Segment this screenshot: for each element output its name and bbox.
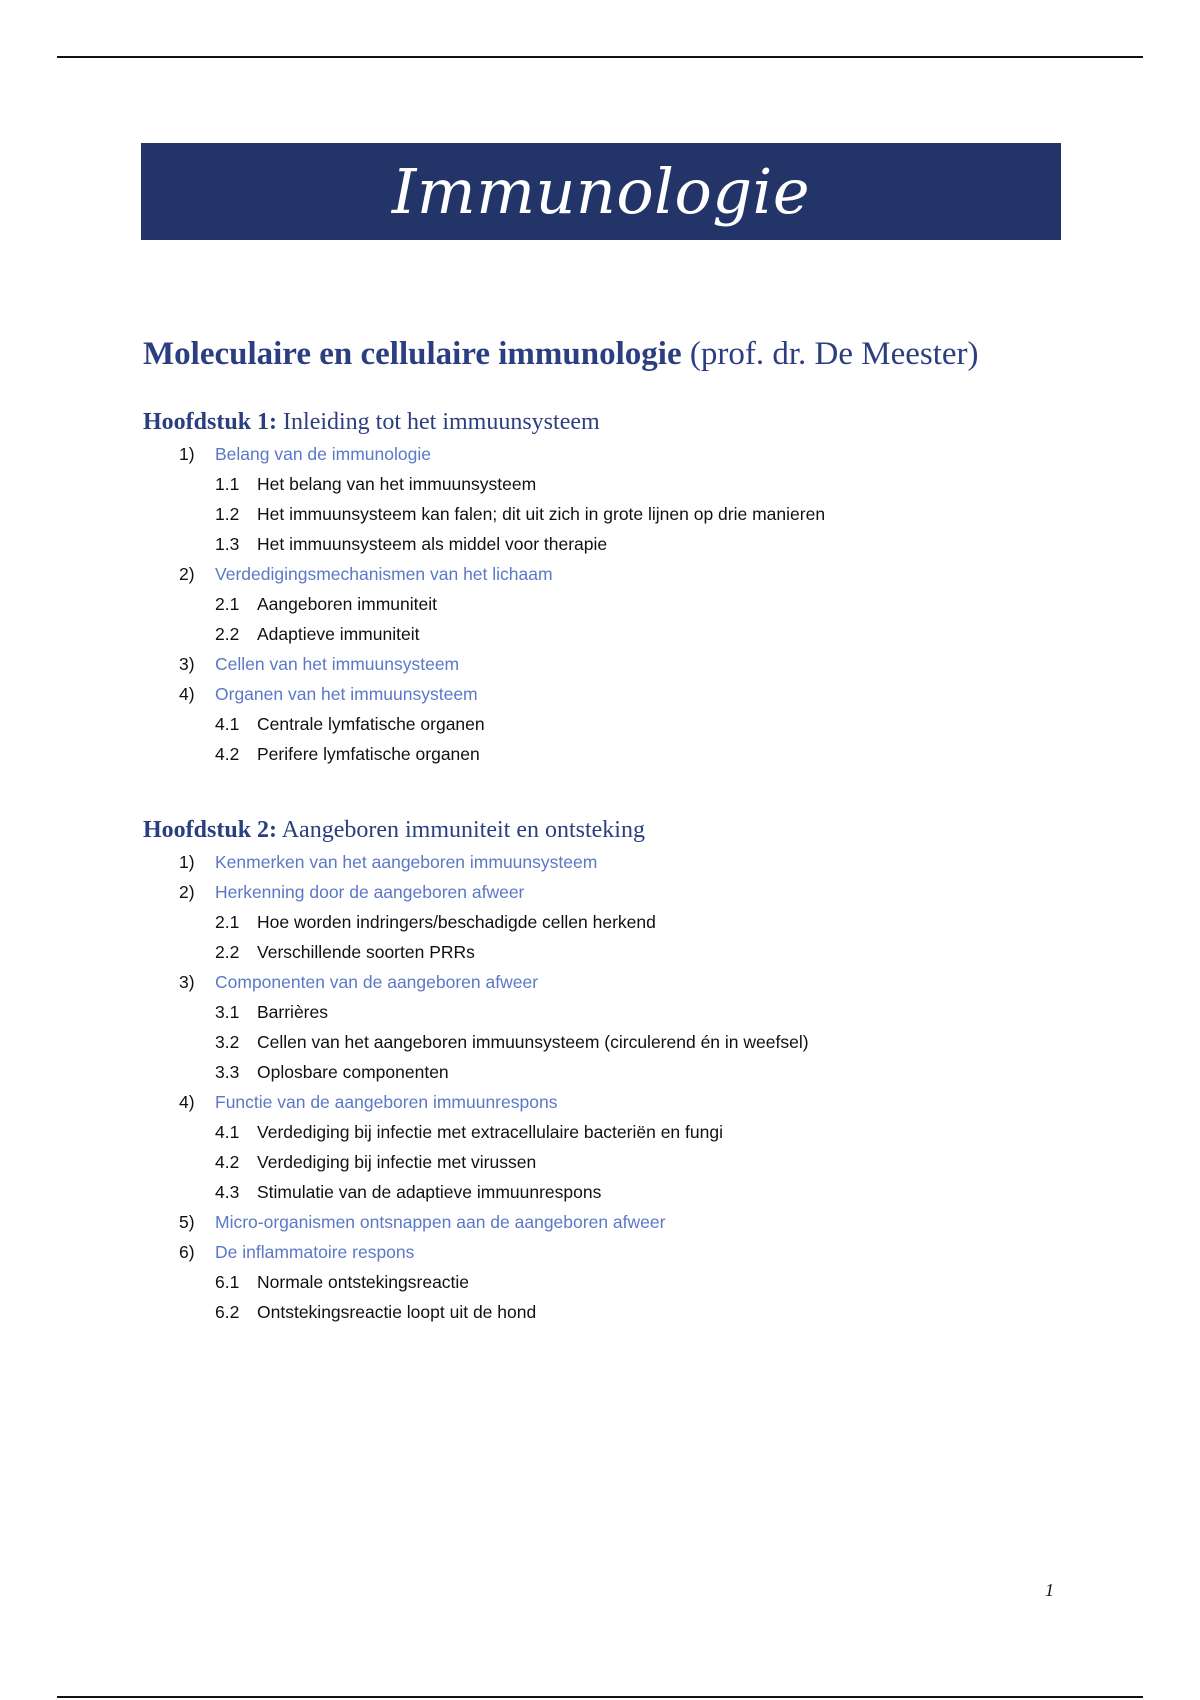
chapter-label: Hoofdstuk 2: [143,817,278,843]
subsection-number: 4.3 [215,1182,240,1202]
course-lecturer: (prof. dr. De Meester) [689,336,979,372]
chapter-title: Inleiding tot het immuunsysteem [283,409,600,435]
subsection-label: Het immuunsysteem als middel voor therapie [257,534,608,554]
section-number: 3) [179,654,195,674]
subsection-number: 4.1 [215,714,240,734]
subsection-label: Centrale lymfatische organen [257,714,485,734]
subsection-label: Verdediging bij infectie met virussen [257,1152,537,1172]
subsection-number: 6.1 [215,1272,240,1292]
subsection-number: 1.1 [215,474,240,494]
subsection-item [143,709,1103,739]
section-link[interactable]: De inflammatoire respons [215,1242,415,1262]
subsection-label: Oplosbare componenten [257,1062,449,1082]
top-rule [57,56,1143,58]
subsection-item [143,1297,1103,1327]
section-link[interactable]: Micro-organismen ontsnappen aan de aangeboren afweer [215,1212,666,1232]
subsection-label: Adaptieve immuniteit [257,624,420,644]
section-link[interactable]: Belang van de immunologie [215,444,431,464]
section-link[interactable]: Organen van het immuunsysteem [215,684,478,704]
subsection-number: 3.3 [215,1062,240,1082]
chapter-1 [143,405,1103,769]
section-item[interactable] [143,439,1103,469]
subsection-number: 4.2 [215,744,240,764]
subsection-item [143,499,1103,529]
subsection-item [143,997,1103,1027]
subsection-item [143,1147,1103,1177]
subsection-item [143,1027,1103,1057]
subsection-item [143,1057,1103,1087]
subsection-label: Aangeboren immuniteit [257,594,437,614]
bottom-rule [57,1696,1143,1698]
section-link[interactable]: Componenten van de aangeboren afweer [215,972,539,992]
subsection-label: Normale ontstekingsreactie [257,1272,470,1292]
section-link[interactable]: Functie van de aangeboren immuunrespons [215,1092,558,1112]
chapter-title: Aangeboren immuniteit en ontsteking [281,817,645,843]
section-item[interactable] [143,967,1103,997]
section-link[interactable]: Kenmerken van het aangeboren immuunsysteem [215,852,598,872]
section-item[interactable] [143,1087,1103,1117]
subsection-item [143,589,1103,619]
section-item[interactable] [143,679,1103,709]
document-title: Immunologie [391,154,811,228]
subsection-label: Hoe worden indringers/beschadigde cellen herkend [257,912,656,932]
section-number: 3) [179,972,195,992]
subsection-item [143,529,1103,559]
subsection-item [143,1267,1103,1297]
subsection-item [143,1177,1103,1207]
subsection-number: 4.2 [215,1152,240,1172]
chapter-heading [143,405,1103,439]
section-number: 1) [179,852,195,872]
section-number: 5) [179,1212,195,1232]
subsection-number: 1.3 [215,534,240,554]
subsection-item [143,937,1103,967]
subsection-number: 2.2 [215,624,240,644]
section-number: 6) [179,1242,195,1262]
subsection-item [143,1117,1103,1147]
course-name: Moleculaire en cellulaire immunologie [143,336,682,372]
subsection-label: Perifere lymfatische organen [257,744,480,764]
page-number: 1 [1045,1580,1054,1600]
section-link[interactable]: Herkenning door de aangeboren afweer [215,882,525,902]
subsection-number: 2.1 [215,594,240,614]
section-item[interactable] [143,559,1103,589]
section-item[interactable] [143,649,1103,679]
subsection-number: 3.2 [215,1032,240,1052]
section-item[interactable] [143,877,1103,907]
subsection-number: 6.2 [215,1302,240,1322]
subsection-label: Ontstekingsreactie loopt uit de hond [257,1302,537,1322]
subsection-item [143,469,1103,499]
subsection-label: Stimulatie van de adaptieve immuunrespons [257,1182,602,1202]
subsection-label: Het belang van het immuunsysteem [257,474,537,494]
section-link[interactable]: Verdedigingsmechanismen van het lichaam [215,564,553,584]
subsection-label: Verdediging bij infectie met extracellulaire bacteriën en fungi [257,1122,723,1142]
subsection-number: 2.1 [215,912,240,932]
section-item[interactable] [143,1237,1103,1267]
subsection-item [143,619,1103,649]
subsection-label: Cellen van het aangeboren immuunsysteem (circulerend én in weefsel) [257,1032,809,1052]
section-link[interactable]: Cellen van het immuunsysteem [215,654,460,674]
subsection-label: Verschillende soorten PRRs [257,942,475,962]
title-banner [141,143,1061,240]
course-title [143,336,979,373]
subsection-number: 4.1 [215,1122,240,1142]
subsection-label: Barrières [257,1002,328,1022]
subsection-number: 3.1 [215,1002,240,1022]
chapter-label: Hoofdstuk 1: [143,409,278,435]
chapter-2 [143,813,1103,1327]
section-number: 4) [179,1092,195,1112]
subsection-number: 1.2 [215,504,240,524]
section-item[interactable] [143,1207,1103,1237]
subsection-item [143,907,1103,937]
section-number: 1) [179,444,195,464]
subsection-item [143,739,1103,769]
chapter-heading [143,813,1103,847]
section-number: 2) [179,564,195,584]
section-number: 2) [179,882,195,902]
subsection-number: 2.2 [215,942,240,962]
section-item[interactable] [143,847,1103,877]
section-number: 4) [179,684,195,704]
subsection-label: Het immuunsysteem kan falen; dit uit zich in grote lijnen op drie manieren [257,504,826,524]
